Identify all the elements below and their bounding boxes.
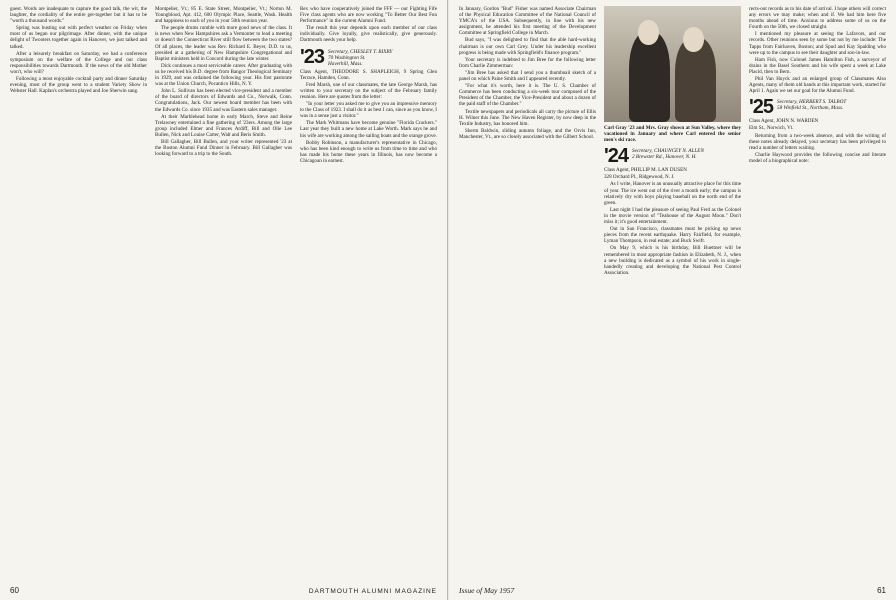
paragraph: Out in San Francisco, classmates must be picking up news pieces from the recent earthquake. Harry Fairfield, for example, Lyman Thompson, in real estate; and Buck Swift. bbox=[604, 226, 741, 245]
secretary-info bbox=[777, 98, 846, 111]
paragraph: Sherm Baldwin, sliding autumn foliage, and the Orvis Inn, Manchester, Vt., are so closely associated with the Gilbert School. bbox=[459, 127, 596, 140]
paragraph: Fred Marsh, one of our classmates, the late George Marsh, has written to your secretary on the subject of the February family reunion. Here are quotes from the letter: bbox=[300, 81, 437, 100]
paragraph: I mentioned my pleasure at seeing the Lafavors, and our records. Other reunions seen by some but not by me include: The Tapps from Fairhaven, Boston; and Spud and Kay Spalding who were up to the campus to see their daughter and son-in-law. bbox=[749, 31, 886, 56]
paragraph: Dick continues a most serviceable career. After graduating with us he received his B.D. degree from Bangor Theological Seminary in 1929, and was ordained the following year. His first pastorate was at the Union Church, Pocantico Hills, N. Y. bbox=[155, 62, 292, 88]
paragraph: Following a most enjoyable cocktail party and dinner Saturday evening, most of the group went to a student Variety Show in Webster Hall. Kaplan's orchestra played and Joe Sherwin sang. bbox=[10, 76, 147, 95]
issue-label: Issue of May 1957 bbox=[459, 586, 515, 595]
paragraph: guest. Words are inadequate to capture the good talk, the wit, the laughter, the cordiality of the entire get-together but it has to be "worth a thousand words." bbox=[10, 6, 147, 25]
paragraph: At their Marblehead home in early March, Steve and Reine Trelawney entertained a fine gathering of '23ers. Among the large group included Elmer and Frances Ardiff, Bill and Olie Lee Bullen, Nick and Louise Carter, Walt and Beris Smith. bbox=[155, 113, 292, 138]
paragraph: The Mark Whitmans have become genuine "Florida Crackers." Last year they built a new home at Lake Worth. Mark says he and his wife are working among the sailing boats and the orange grove. bbox=[300, 120, 437, 139]
paragraph: Bud says, "I was delighted to find that the able hard-working chairman is our own Carl Grey. Under his leadership excellent progress is being made with Springfield's finance program." bbox=[459, 37, 596, 56]
paragraph: Your secretary is indebted to Jim Bree for the following letter from Charlie Zimmerman: bbox=[459, 56, 596, 69]
secretary-label: Secretary, CHESLEY T. BIXBY bbox=[328, 48, 393, 55]
right-column-1 bbox=[459, 6, 596, 572]
class-section-header-25 bbox=[749, 96, 886, 119]
paragraph: Spring was busting out with perfect weather on Friday when most of us began our pilgrimage. After dinner, with the unique delight of Twooters together again in Hanover, we just talked and talked. bbox=[10, 25, 147, 50]
paragraph: The result this year depends upon each member of our class individually. Give loyally, give realistically, give generously. Dartmouth needs your help. bbox=[300, 25, 437, 44]
secretary-address: 70 Washington St. bbox=[328, 54, 366, 61]
paragraph: Bill Gallagher, Bill Bullen, and your writer represented '23 at the Boston Alumni Fund Dinner in February. Bill Gallagher was looking forward to a trip to the South. bbox=[155, 138, 292, 158]
paragraph: After a leisurely breakfast on Saturday, we had a conference symposium on the welfare of the College and our class responsibilities towards Dartmouth. If the news of the old Mother won't, who will? bbox=[10, 50, 147, 75]
paragraph: "For what it's worth, here it is. The U. S. Chamber of Commerce has been conducting a six-week tour composed of the President of the Chamber, the Vice-President and about a dozen of the paid staff of the Chamber." bbox=[459, 83, 596, 108]
right-footer bbox=[459, 586, 886, 595]
paragraph: Bobby Robinson, a manufacturer's representative in Chicago, who has been kind enough to write us from time to time and who has made his home these years in Illinois, has now become a Chicagoan in earnest. bbox=[300, 139, 437, 164]
paragraph: "In your letter you asked me to give you an impressive memory to the Class of 1923. I shall do it as best I can, since as you know, I was in a sense just a visitor." bbox=[300, 101, 437, 120]
right-column-2 bbox=[604, 6, 741, 572]
paragraph: Ham Fish, now Colonel James Hamilton Fish, a surveyor of drains in the Basel Southern and his wife spent a week at Lake Placid, then to Bern. bbox=[749, 56, 886, 75]
class-section-header-23 bbox=[300, 45, 437, 68]
secretary-label: Secretary, HERBERT S. TALBOT bbox=[777, 99, 847, 106]
left-column-1 bbox=[10, 6, 147, 572]
class-agent-line: Class Agent, THEODORE S. SHAPLEIGH, 9 Spring Glen Terrace, Hamden, Conn. bbox=[300, 68, 437, 81]
class-agent-line: Class Agent, JOHN N. WARDEN bbox=[749, 118, 819, 125]
paragraph: Last night I had the pleasure of seeing Paul Ferd as the Colonel in the movie version of "Teahouse of the August Moon." Don't miss it; it's good entertainment. bbox=[604, 206, 741, 226]
left-column-3 bbox=[300, 6, 437, 572]
secretary-info bbox=[632, 147, 704, 160]
photo-caption: Carl Gray '23 and Mrs. Gray shown at Sun Valley, where they vacationed in January and where Carl entered the senior men's ski race. bbox=[604, 125, 741, 144]
left-column-2 bbox=[155, 6, 292, 572]
paragraph: Charlie Haywood provides the following concise and literate model of a biographical note: bbox=[749, 151, 886, 164]
class-section-header-24 bbox=[604, 145, 741, 168]
paragraph: In January, Gordon "Bud" Fisher was named Associate Chairman of the Physical Education Committee of the National Council of YMCA's of the USA. Subsequently, in line with his new assignment, he attended his first meeting of the Development Committee at Springfield College in March. bbox=[459, 6, 596, 37]
paragraph: Rex who have cooperatively joined the FFF — our Fighting Fife Five class agents who are now working "To Better Our Best Fun Performance" in the current Alumni Fund. bbox=[300, 6, 437, 25]
paragraph: As I write, Hanover is an unusually attractive place for this time of year. The ice went out of the river a month early; the campus is relatively dry with boys playing baseball on the north end of the green. bbox=[604, 181, 741, 206]
class-agent-address: Elm St., Norwich, Vt. bbox=[749, 125, 794, 132]
page-number: 60 bbox=[10, 586, 19, 595]
paragraph: Montpelier, Vt.; 85 E. State Street, Montpelier, Vt.; Norton M. Youngblood, Apt. 412, 600 Olympic Place, Seattle, Wash. Health and happiness to each of you in your 50th reunion year. bbox=[155, 6, 292, 25]
class-year: '25 bbox=[749, 96, 774, 119]
secretary-info bbox=[328, 48, 392, 67]
paragraph: John L. Sullivan has been elected vice-president and a member of the board of directors of Edwards and Co., Norwalk, Conn. Congratulations, Jack. Our newest board member has been with the Edwards Co. since 1935 and was Eastern sales manager. bbox=[155, 88, 292, 113]
secretary-label: Secretary, CHAUNCEY N. ALLEN bbox=[632, 148, 704, 155]
class-agent-line: Class Agent, PHILLIP M. LAN DUSEN bbox=[604, 167, 687, 174]
figure-man bbox=[629, 32, 670, 122]
magazine-title: DARTMOUTH ALUMNI MAGAZINE bbox=[308, 588, 437, 595]
class-year: '24 bbox=[604, 145, 629, 168]
secretary-address: 2 Brewster Rd., Hanover, N. H. bbox=[632, 154, 697, 161]
paragraph: The people drums rumble with more good news of the class. It is news when New Hampshires ask a Vermonter to lead a meeting or doesn't the Connecticut River still flow between the two states? Of all places, the leader was Rev. Richard E. Beyer, D.D. to us, presided at a gathering of New Hampshire Congregational and Baptist ministers held in Concord during the late winter. bbox=[155, 25, 292, 62]
class-agent-address: 328 Orchard Pl., Ridgewood, N. J. bbox=[604, 174, 675, 181]
secretary-address: 58 Winfield St., Northam, Mass. bbox=[777, 105, 844, 112]
page-number: 61 bbox=[877, 586, 886, 595]
paragraph: Textile newspapers and periodicals all carry the picture of Ellis H. Wilner this June. The New Haven Register, by now deep in the Textile Industry, has honored him. bbox=[459, 108, 596, 127]
class-year: '23 bbox=[300, 45, 325, 68]
right-column-3 bbox=[749, 6, 886, 572]
figure-head bbox=[638, 20, 659, 46]
paragraph: rects-out records as to his date of arrival. I hope others will correct any errors we may make; when and if. We had him here five months ahead of time. Anxious to address some of us on the Fourth on the 50th, we closed straight. bbox=[749, 6, 886, 31]
paragraph: "Jim Bree has asked that I send you a thumbnail sketch of a panel on which Paine Smith and I appeared recently. bbox=[459, 69, 596, 83]
left-footer bbox=[10, 586, 437, 595]
paragraph: Phil Van Huyck and an enlarged group of Classmates Also Agents, many of them old hands at this important work, started for April 1. Again we set our goal for the Alumni Fund. bbox=[749, 76, 886, 95]
paragraph: On May 9, which is his birthday, Bill Buettner will be remembered in most appropriate fashion in Elizabeth, N. J., when a new building is dedicated as a symbol of his work in single-handedly creating and developing the National Pest Control Association. bbox=[604, 245, 741, 276]
secretary-address: Haverhill, Mass. bbox=[328, 60, 363, 67]
photo-couple-sun-valley bbox=[604, 6, 741, 122]
right-page bbox=[448, 0, 896, 600]
paragraph: Returning from a two-week absence, and with the writing of these notes already delayed, your secretary has been privileged to read a number of letters waiting. bbox=[749, 132, 886, 151]
